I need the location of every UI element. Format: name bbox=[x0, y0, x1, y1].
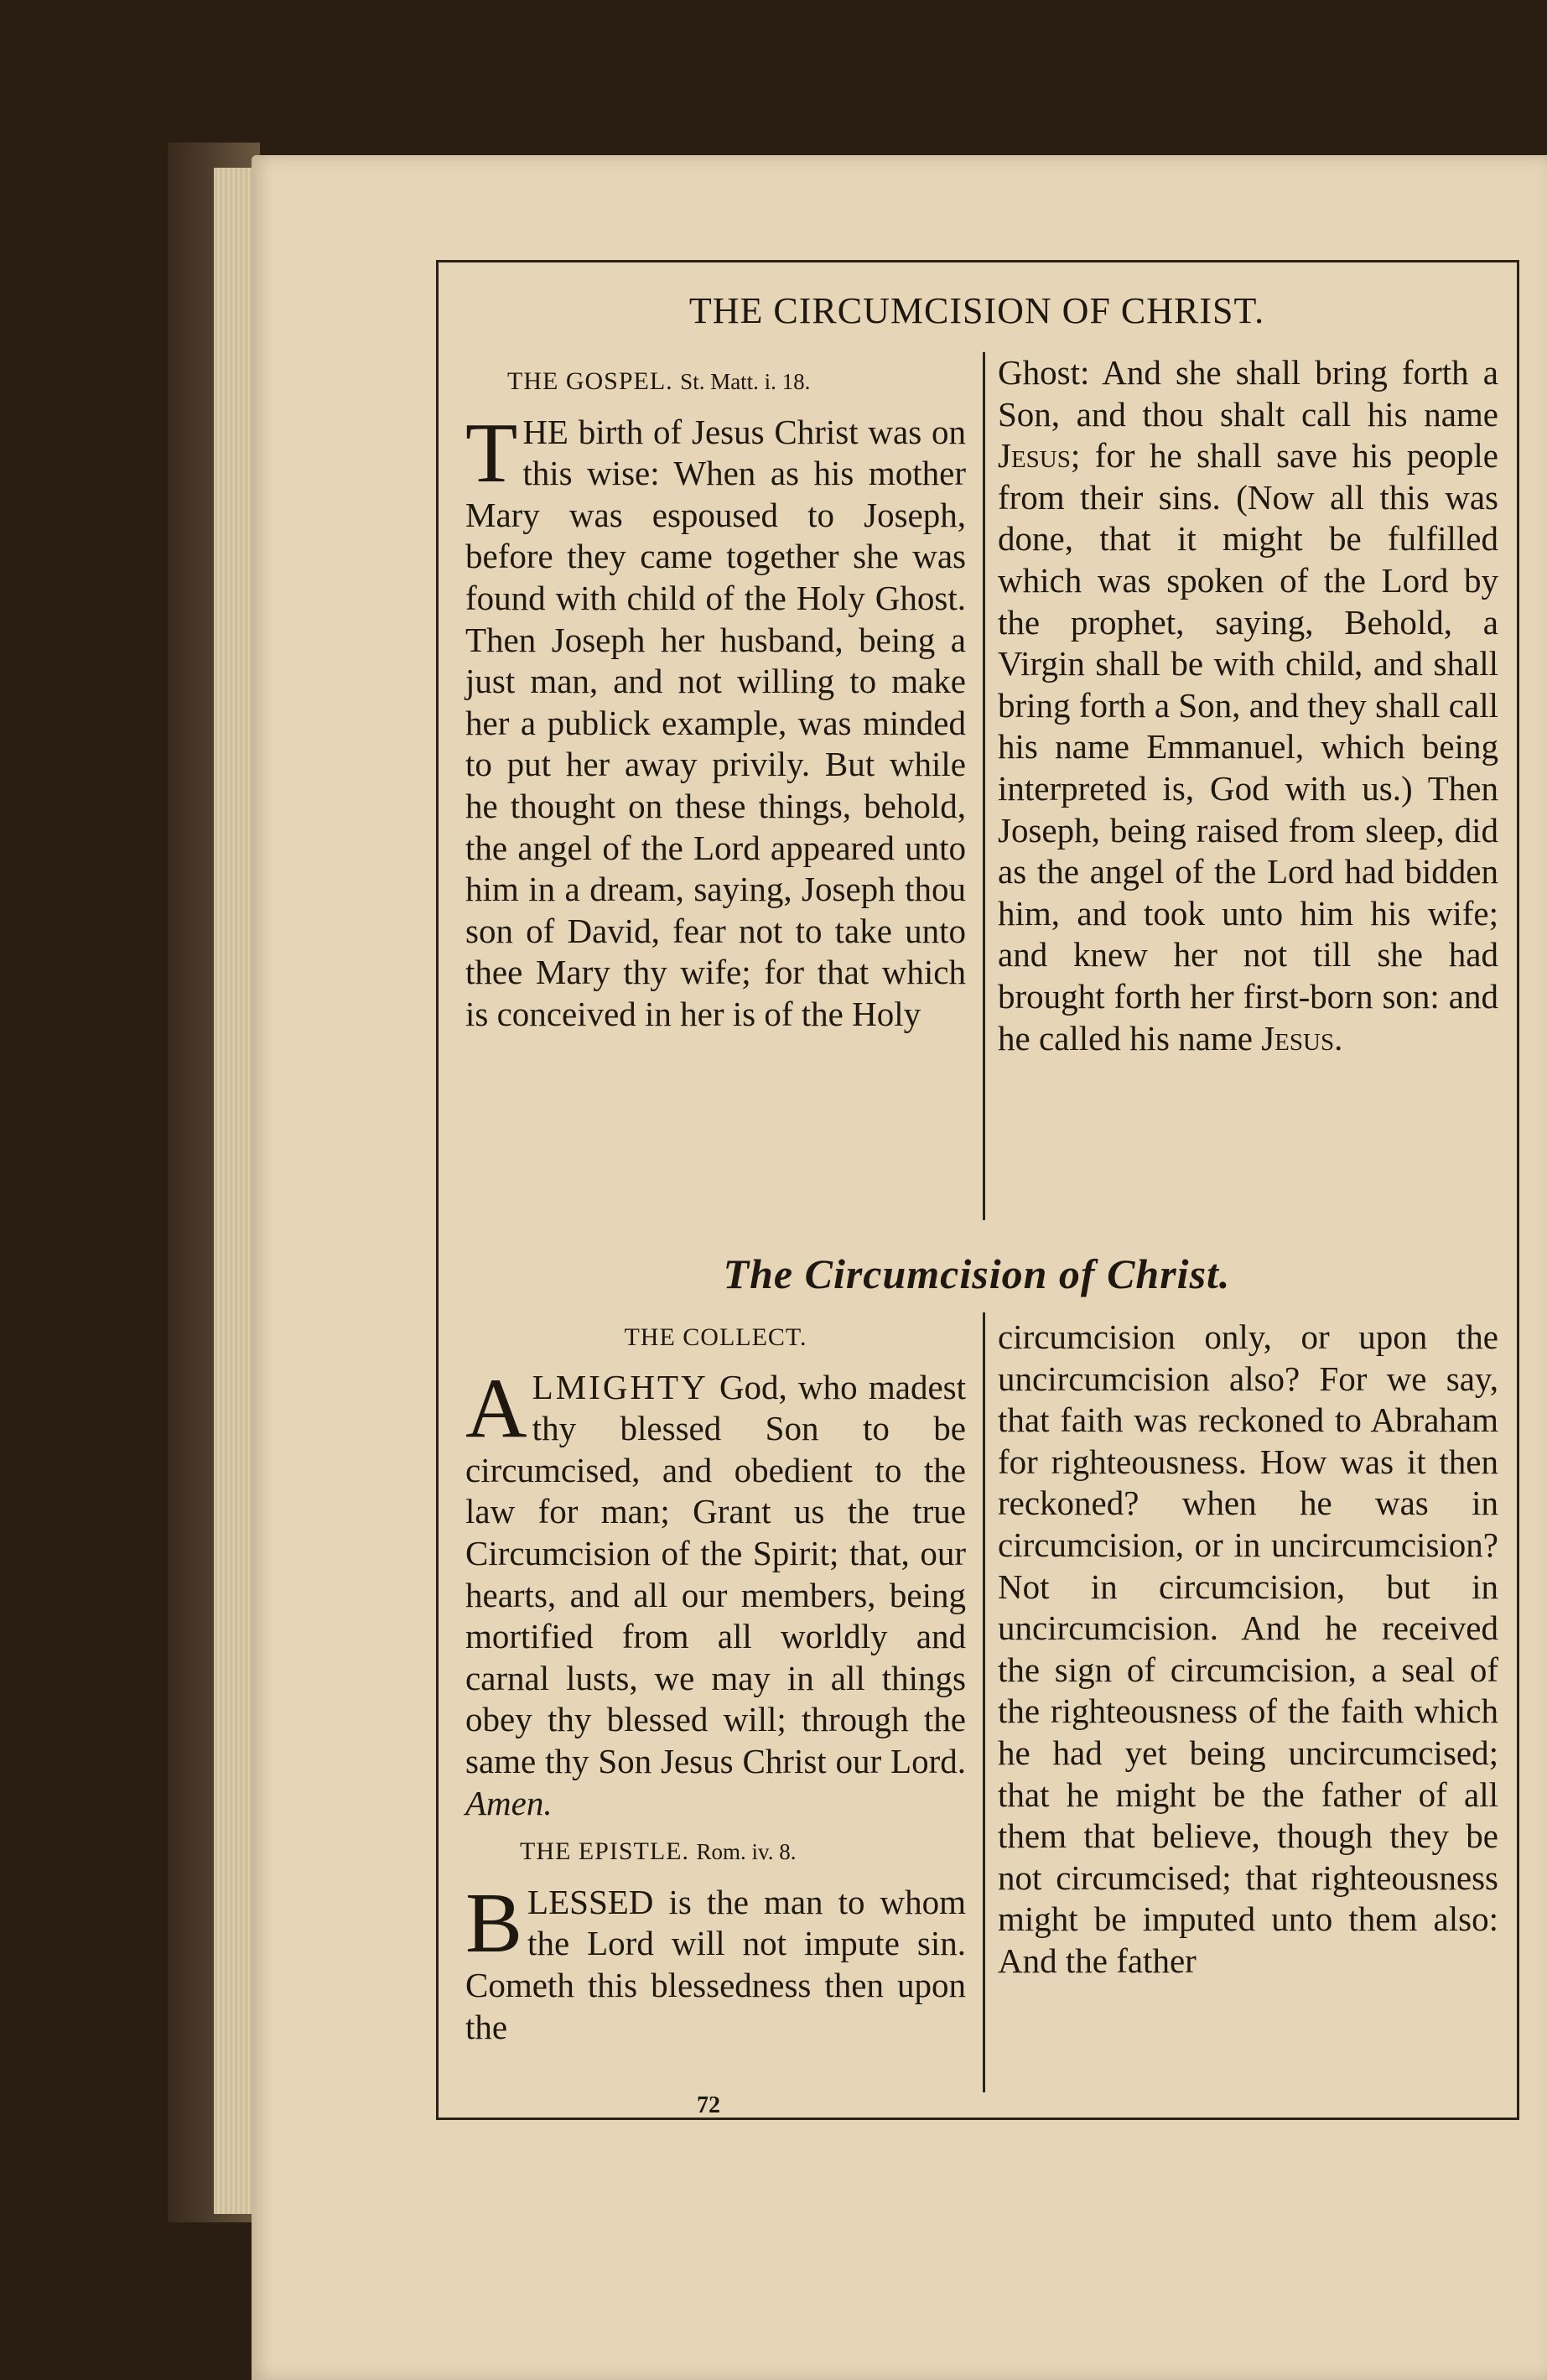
gospel-label bbox=[465, 361, 966, 403]
epistle-paragraph bbox=[465, 1875, 967, 2048]
collect-amen: Amen. bbox=[465, 1783, 553, 1822]
gospel-jesus-2: Jesus bbox=[1261, 1018, 1335, 1057]
collect-dropcap: A bbox=[465, 1360, 527, 1456]
gospel-text-right-end: . bbox=[1334, 1018, 1343, 1057]
epistle-reference: Rom. iv. 8. bbox=[696, 1839, 797, 1865]
epistle-dropcap: B bbox=[465, 1875, 523, 1971]
collect-epistle-left-column bbox=[465, 1317, 966, 2048]
gospel-text-right-b: ; for he shall save his people from their sins. (Now all this was done, that it might be fulfilled which was spoken of the Lord by the prophet, saying, Behold, a Virgin shall be with child, and shall bring forth a Son, and they shall call his name Emmanuel, which being interpreted is, God with us.) Then Joseph, being raised from sleep, did as the angel of the Lord had bidden him, and took unto him his wife; and knew her not till she had brought forth her first-born son: and he called his name bbox=[998, 436, 1498, 1057]
top-column-rule bbox=[983, 352, 985, 1220]
gospel-reference: St. Matt. i. 18. bbox=[680, 369, 811, 394]
epistle-text-left: is the man to whom the Lord will not impute sin. Cometh this blessedness then upon the bbox=[465, 1882, 967, 2046]
collect-paragraph bbox=[465, 1360, 966, 1825]
gospel-paragraph bbox=[465, 405, 966, 1036]
collect-first-word: LMIGHTY bbox=[532, 1367, 709, 1406]
gospel-first-word: HE bbox=[522, 412, 568, 451]
epistle-text-right: circumcision only, or upon the uncircumcision also? For we say, that faith was reckoned to Abraham for righteousness. How was it then reckoned? when he was in circumcision, or in uncircumcision? Not in circumcision, but in uncircumcision. And he received the sign of circumcision, a seal of the righteousness of the faith which he had yet being uncircumcised; that he might be the father of all them that believe, though they be not circumcised; that righteousness might be imputed unto them also: And the father bbox=[998, 1317, 1498, 1980]
epistle-label bbox=[465, 1831, 966, 1873]
gospel-right-column bbox=[998, 352, 1498, 1059]
gospel-paragraph-continued bbox=[998, 352, 1498, 1059]
page-number: 72 bbox=[697, 2092, 720, 2118]
gospel-dropcap: T bbox=[465, 405, 518, 501]
epistle-right-column bbox=[998, 1317, 1498, 1982]
blackletter-title: The Circumcision of Christ. bbox=[723, 1250, 1231, 1297]
epistle-first-word: LESSED bbox=[527, 1882, 654, 1921]
epistle-paragraph-continued bbox=[998, 1317, 1498, 1982]
gospel-text-right-a: Ghost: And she shall bring forth a Son, and thou shalt call his name bbox=[998, 353, 1498, 434]
gospel-left-column bbox=[465, 361, 966, 1036]
epistle-label-text: THE EPISTLE. bbox=[520, 1837, 689, 1866]
running-head: THE CIRCUMCISION OF CHRIST. bbox=[688, 290, 1265, 331]
collect-text: God, who madest thy blessed Son to be circumcised, and obedient to the law for man; Grant us the true Circumcision of the Spirit; that, our hearts, and all our members, being mortified from all worldly and carnal lusts, we may in all things obey thy blessed will; through the same thy Son Jesus Christ our Lord. bbox=[465, 1367, 966, 1780]
bottom-column-rule bbox=[983, 1312, 985, 2092]
gospel-text-left: birth of Jesus Christ was on this wise: When as his mother Mary was espoused to Joseph, before they came together she was found with child of the Holy Ghost. Then Joseph her husband, being a just man, and not willing to make her a publick example, was minded to put her away privily. But while he thought on these things, behold, the angel of the Lord appeared unto him in a dream, saying, Joseph thou son of David, fear not to take unto thee Mary thy wife; for that which is conceived in her is of the Holy bbox=[465, 412, 966, 1033]
collect-label: THE COLLECT. bbox=[624, 1323, 807, 1351]
gospel-label-text: THE GOSPEL. bbox=[507, 367, 673, 395]
gospel-jesus-1: Jesus bbox=[998, 436, 1071, 475]
